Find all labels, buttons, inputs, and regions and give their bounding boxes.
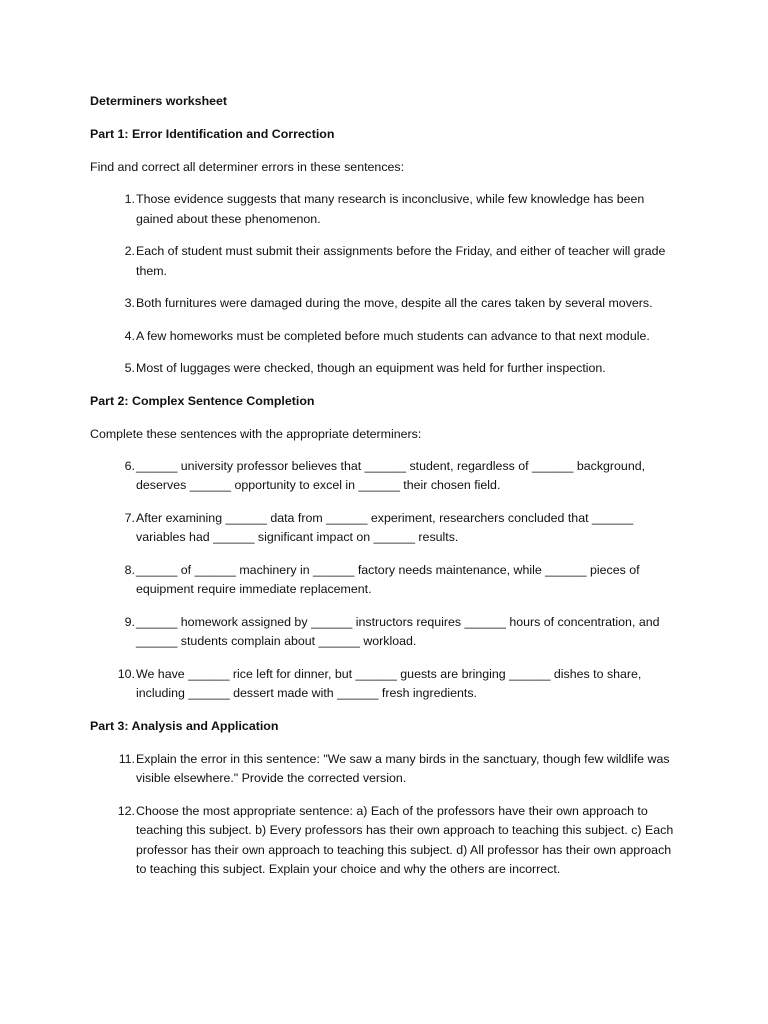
part2-instruction: Complete these sentences with the appropriate determiners: [90,426,422,441]
question-item [90,327,680,347]
part3-heading: Part 3: Analysis and Application [90,718,279,733]
question-text: ______ of ______ machinery in ______ factory needs maintenance, while ______ pieces of equipment require immediate replacement. [136,562,640,596]
question-item [90,242,680,281]
part1-question-list [90,190,680,379]
question-item [90,802,680,880]
question-number: 5. [124,361,135,375]
question-number: 6. [124,458,135,473]
question-text: Those evidence suggests that many research is inconclusive, while few knowledge has been gained about these phenomenon. [136,192,645,226]
question-number: 3. [124,296,135,310]
part3-question-list [90,750,680,880]
question-item [90,750,680,789]
question-text: After examining ______ data from ______ experiment, researchers concluded that ______ variables had ______ significant impact on ______ results. [136,510,634,544]
question-item [90,359,680,379]
document-title: Determiners worksheet [90,94,228,108]
part2-heading: Part 2: Complex Sentence Completion [90,393,315,408]
question-text: We have ______ rice left for dinner, but ______ guests are bringing ______ dishes to share, including ______ dessert made with ______ fresh ingredients. [136,666,642,700]
question-number: 10. [117,666,135,681]
question-text: Both furnitures were damaged during the move, despite all the cares taken by several movers. [136,296,653,310]
question-item [90,613,680,652]
question-text: Most of luggages were checked, though an equipment was held for further inspection. [136,361,606,375]
question-number: 1. [124,192,135,206]
question-number: 9. [124,614,135,629]
question-number: 7. [124,510,135,525]
question-item [90,457,680,496]
question-item [90,665,680,704]
question-text: A few homeworks must be completed before much students can advance to that next module. [136,328,650,343]
question-text: ______ university professor believes that ______ student, regardless of ______ background, deserves ______ opportunity to excel in ______ their chosen field. [136,458,646,492]
question-number: 12. [117,803,135,818]
question-text: ______ homework assigned by ______ instructors requires ______ hours of concentration, and ______ students complain about ______ workload. [136,614,660,648]
question-number: 2. [124,244,135,258]
part1-heading: Part 1: Error Identification and Correction [90,127,335,141]
question-number: 8. [124,562,135,577]
part1-instruction: Find and correct all determiner errors in these sentences: [90,160,405,174]
question-text: Choose the most appropriate sentence: a) Each of the professors have their own approach to teaching this subject. b) Every professors has their own approach to teaching this subject. c) Each professor has their own approach to teaching this subject. d) All professor has their own approach to teaching this subject. Explain your choice and why the others are incorrect. [136,803,674,876]
question-number: 11. [118,751,135,766]
worksheet-page [90,92,680,893]
question-item [90,509,680,548]
question-item [90,561,680,600]
part2-question-list [90,457,680,704]
question-item [90,294,680,314]
question-item [90,190,680,229]
question-text: Each of student must submit their assignments before the Friday, and either of teacher will grade them. [136,244,666,278]
question-number: 4. [124,328,135,343]
question-text: Explain the error in this sentence: "We saw a many birds in the sanctuary, though few wildlife was visible elsewhere." Provide the corrected version. [136,751,670,785]
